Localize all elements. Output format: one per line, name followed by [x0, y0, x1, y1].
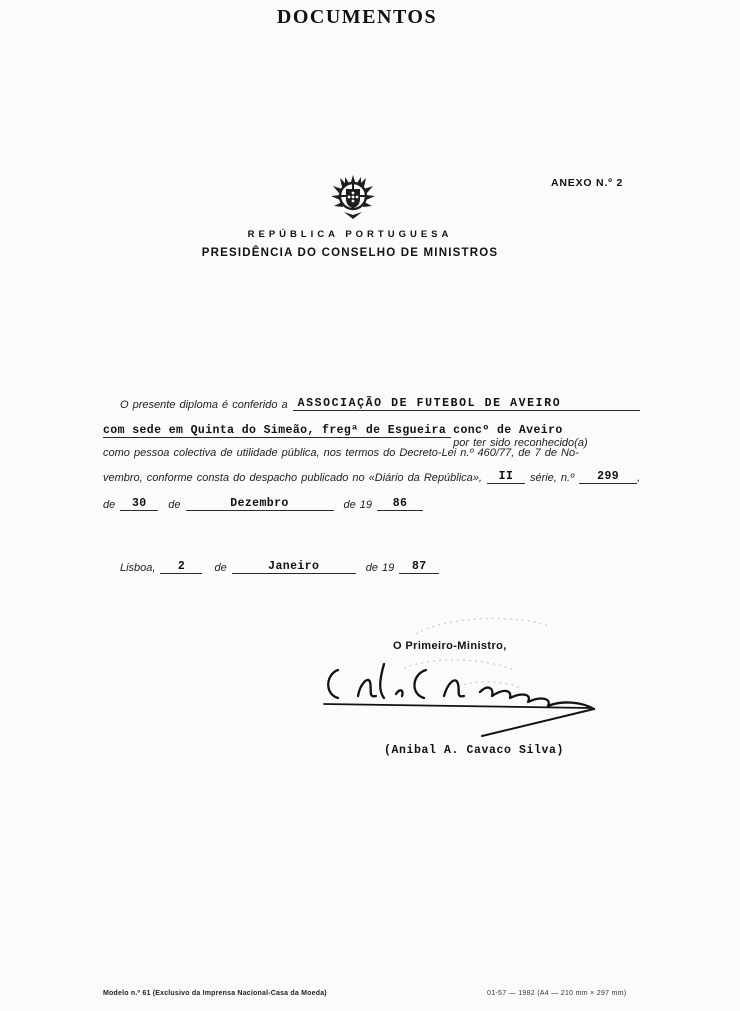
body-line-1 — [103, 397, 640, 411]
dateline — [120, 560, 439, 574]
typed-dateline-year: 87 — [399, 560, 439, 574]
printed-law-reference: como pessoa colectiva de utilidade pública, nos termos do Decreto-Lei n.º 460/77, de 7 de No- — [103, 447, 579, 459]
presidency-heading: PRESIDÊNCIA DO CONSELHO DE MINISTROS — [201, 247, 499, 259]
portugal-coat-of-arms-icon — [330, 174, 376, 222]
printed-dateline-de-19: de 19 — [365, 562, 395, 574]
body-line-2 — [103, 424, 640, 450]
typed-entity-name: ASSOCIAÇÃO DE FUTEBOL DE AVEIRO — [293, 397, 640, 411]
signature-icon — [322, 648, 627, 743]
printed-gazette: vembro, conforme consta do despacho publicado no «Diário da República», — [103, 472, 482, 484]
page-title: DOCUMENTOS — [276, 6, 438, 28]
body-line-5 — [103, 497, 640, 511]
printed-comma: , — [637, 472, 641, 484]
printed-dateline-de-1: de — [214, 562, 227, 574]
printed-de-19: de 19 — [343, 499, 373, 511]
certificate-body — [103, 397, 640, 524]
typed-series: II — [487, 470, 525, 484]
prime-minister-label: O Primeiro-Ministro, — [393, 640, 507, 652]
printed-de-2: de — [168, 499, 181, 511]
printed-city: Lisboa, — [120, 562, 156, 574]
typed-municipality: concº de Aveiro — [453, 424, 563, 438]
printed-de-1: de — [103, 499, 116, 511]
signer-name: (Anibal A. Cavaco Silva) — [384, 744, 565, 757]
body-line-3 — [103, 447, 640, 459]
typed-dateline-month: Janeiro — [232, 560, 356, 574]
printed-recognized: por ter sido reconhecido(a) — [453, 437, 588, 450]
footer-model-imprint: Modelo n.º 61 (Exclusivo da Imprensa Nacional-Casa da Moeda) — [103, 990, 327, 997]
typed-issue-number: 299 — [579, 470, 637, 484]
footer-print-reference: 01-57 — 1982 (A4 — 210 mm × 297 mm) — [487, 990, 627, 997]
typed-dateline-day: 2 — [160, 560, 202, 574]
body-line-4 — [103, 470, 640, 484]
annex-label: ANEXO N.º 2 — [551, 177, 624, 189]
printed-conferred-to: O presente diploma é conferido a — [120, 399, 288, 411]
typed-address: com sede em Quinta do Simeão, fregª de Esgueira — [103, 424, 451, 438]
typed-day: 30 — [120, 497, 158, 511]
typed-year: 86 — [377, 497, 423, 511]
printed-series-label: série, n.º — [529, 472, 575, 484]
typed-month: Dezembro — [186, 497, 334, 511]
republic-heading: REPÚBLICA PORTUGUESA — [247, 229, 453, 240]
